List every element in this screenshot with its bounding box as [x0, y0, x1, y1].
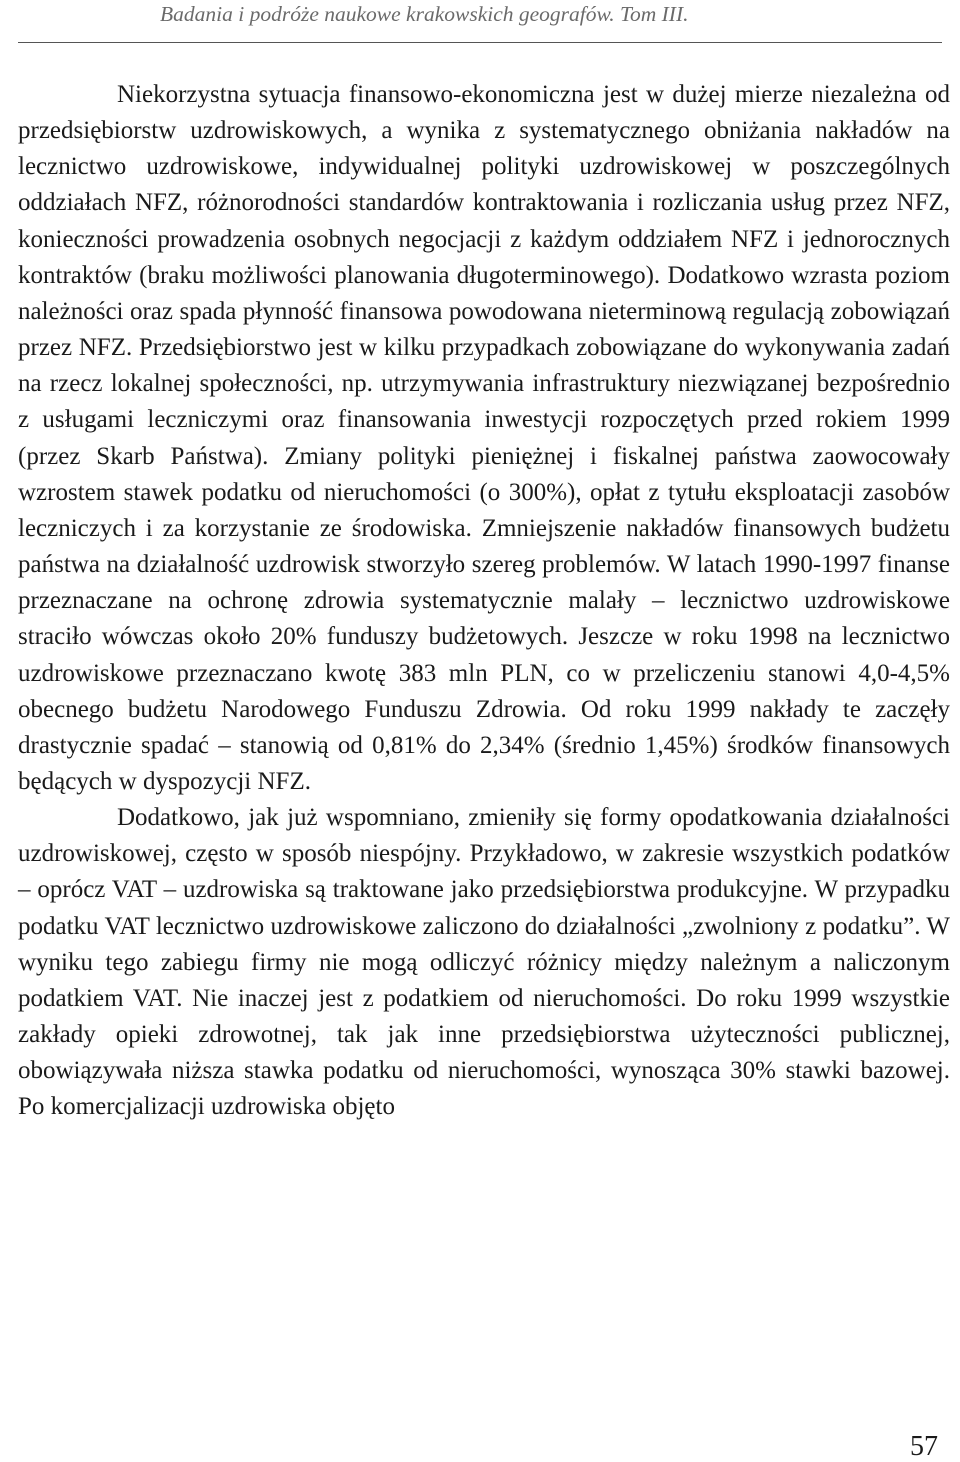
page-body [18, 77, 950, 1126]
running-header-title: Badania i podróże naukowe krakowskich geografów. Tom III. [160, 2, 689, 26]
page-number: 57 [910, 1431, 938, 1462]
paragraph-financial-situation: Niekorzystna sytuacja finansowo-ekonomiczna jest w dużej mierze niezależna od przedsiębiorstw uzdrowiskowych, a wynika z systematycznego obniżania nakładów na lecznictwo uzdrowiskowe, indywidualnej polityki uzdrowiskowej w poszczególnych oddziałach NFZ, różnorodności standardów kontraktowania i rozliczania usług przez NFZ, konieczności prowadzenia osobnych negocjacji z każdym oddziałem NFZ i jednorocznych kontraktów (braku możliwości planowania długoterminowego). Dodatkowo wzrasta poziom należności oraz spada płynność finansowa powodowana nieterminową regulacją zobowiązań przez NFZ. Przedsiębiorstwo jest w kilku przypadkach zobowiązane do wykonywania zadań na rzecz lokalnej społeczności, np. utrzymywania infrastruktury niezwiązanej bezpośrednio z usługami leczniczymi oraz finansowania inwestycji rozpoczętych przed rokiem 1999 (przez Skarb Państwa). Zmiany polityki pieniężnej i fiskalnej państwa zaowocowały wzrostem stawek podatku od nieruchomości (o 300%), opłat z tytułu eksploatacji zasobów leczniczych i za korzystanie ze środowiska. Zmniejszenie nakładów finansowych budżetu państwa na działalność uzdrowisk stworzyło szereg problemów. W latach 1990-1997 finanse przeznaczane na ochronę zdrowia systematycznie malały – lecznictwo uzdrowiskowe straciło wówczas około 20% funduszy budżetowych. Jeszcze w roku 1998 na lecznictwo uzdrowiskowe przeznaczano kwotę 383 mln PLN, co w przeliczeniu stanowi 4,0-4,5% obecnego budżetu Narodowego Funduszu Zdrowia. Od roku 1999 nakłady te zaczęły drastycznie spadać – stanowią od 0,81% do 2,34% (średnio 1,45%) środków finansowych będących w dyspozycji NFZ. [18, 81, 950, 795]
running-header [18, 0, 942, 43]
paragraph-taxation: Dodatkowo, jak już wspomniano, zmieniły się formy opodatkowania działalności uzdrowiskowej, często w sposób niespójny. Przykładowo, w zakresie wszystkich podatków – oprócz VAT – uzdrowiska są traktowane jako przedsiębiorstwa produkcyjne. W przypadku podatku VAT lecznictwo uzdrowiskowe zaliczono do działalności „zwolniony z podatku”. W wyniku tego zabiegu firmy nie mogą odliczyć różnicy między należnym a naliczonym podatkiem VAT. Nie inaczej jest z podatkiem od nieruchomości. Do roku 1999 wszystkie zakłady opieki zdrowotnej, tak jak inne przedsiębiorstwa użyteczności publicznej, obowiązywała niższa stawka podatku od nieruchomości, wynosząca 30% stawki bazowej. Po komercjalizacji uzdrowiska objęto [18, 804, 950, 1121]
